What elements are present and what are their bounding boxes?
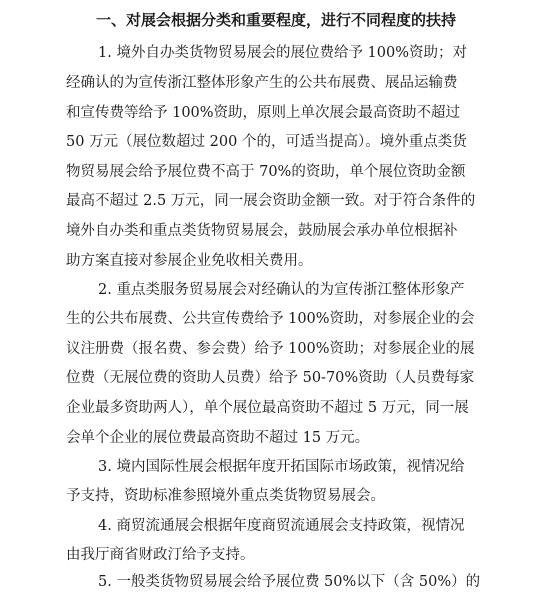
paragraph-2-line-6: 会单个企业的展位费最高资助不超过 15 万元。 bbox=[66, 430, 370, 446]
paragraph-2-line-5: 企业最多资助两人），单个展位最高资助不超过 5 万元，同一展 bbox=[66, 400, 469, 416]
paragraph-2-line-2: 生的公共布展费、公共宣传费给予 100%资助，对参展企业的会 bbox=[66, 311, 475, 327]
paragraph-4-line-2: 由我厅商省财政汀给予支持。 bbox=[66, 547, 255, 563]
paragraph-2-line-3: 议注册费（报名费、参会费）给予 100%资助；对参展企业的展 bbox=[66, 341, 475, 357]
section-heading: 一、对展会根据分类和重要程度，进行不同程度的扶持 bbox=[96, 11, 457, 29]
paragraph-2-line-4: 位费（无展位费的资助人员费）给予 50-70%资助（人员费每家 bbox=[66, 370, 475, 386]
paragraph-2-line-1: 2. 重点类服务贸易展会对经确认的为宣传浙江整体形象产 bbox=[98, 282, 465, 298]
paragraph-1-line-1: 1. 境外自办类货物贸易展会的展位费给予 100%资助；对 bbox=[98, 45, 468, 61]
paragraph-1-line-4: 50 万元（展位数超过 200 个的，可适当提高）。境外重点类货 bbox=[66, 134, 467, 150]
paragraph-1-line-2: 经确认的为宣传浙江整体形象产生的公共布展费、展品运输费 bbox=[66, 75, 458, 91]
paragraph-4-line-1: 4. 商贸流通展会根据年度商贸流通展会支持政策，视情况 bbox=[98, 518, 465, 534]
paragraph-3-line-2: 予支持，资助标准参照境外重点类货物贸易展会。 bbox=[66, 488, 385, 504]
paragraph-1-line-8: 助方案直接对参展企业免收相关费用。 bbox=[66, 253, 313, 269]
paragraph-1-line-3: 和宣传费等给予 100%资助，原则上单次展会最高资助不超过 bbox=[66, 105, 461, 121]
paragraph-3-line-1: 3. 境内国际性展会根据年度开拓国际市场政策，视情况给 bbox=[98, 459, 465, 475]
paragraph-1-line-7: 境外自办类和重点类货物贸易展会，鼓励展会承办单位根据补 bbox=[66, 223, 458, 239]
paragraph-1-line-5: 物贸易展会给予展位费不高于 70%的资助，单个展位资助金额 bbox=[66, 164, 466, 180]
paragraph-5-line-1: 5. 一般类货物贸易展会给予展位费 50%以下（含 50%）的 bbox=[98, 574, 481, 590]
paragraph-1-line-6: 最高不超过 2.5 万元，同一展会资助金额一致。对于符合条件的 bbox=[66, 193, 476, 209]
